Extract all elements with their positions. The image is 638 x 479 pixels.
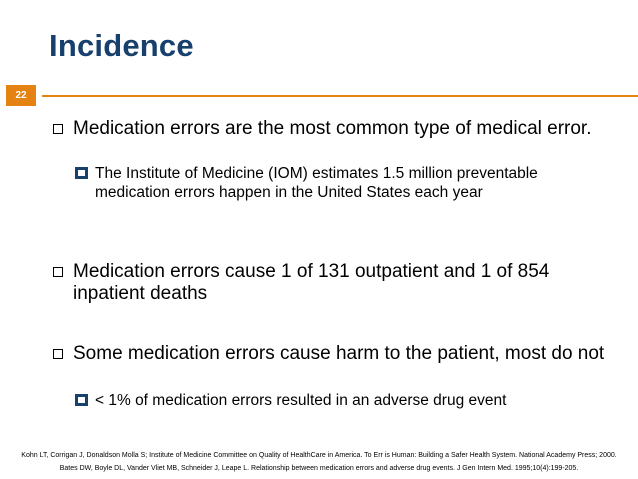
- sub-bullet-item: [95, 391, 610, 410]
- title-divider: [42, 95, 638, 97]
- bullet-text: Medication errors are the most common type of medical error.: [73, 118, 592, 139]
- sub-bullet-text: < 1% of medication errors resulted in an adverse drug event: [95, 392, 507, 409]
- reference-line: Bates DW, Boyle DL, Vander Vliet MB, Schneider J, Leape L. Relationship between medication errors and adverse drug events. J Gen Intern Med. 1995;10(4):199-205.: [59, 465, 579, 472]
- sub-bullet-item: [95, 164, 610, 202]
- square-bullet-icon: [75, 167, 88, 179]
- references: [0, 449, 638, 475]
- bullet-item: [73, 118, 618, 140]
- bullet-item: [73, 261, 618, 305]
- page-number-badge: 22: [6, 85, 36, 106]
- checkbox-bullet-icon: [53, 267, 63, 277]
- sub-bullet-text: The Institute of Medicine (IOM) estimates 1.5 million preventable medication errors happen in the United States each year: [95, 165, 538, 201]
- reference-line: Kohn LT, Corrigan J, Donaldson Molla S; Institute of Medicine Committee on Quality of HealthCare in America. To Err is Human: Building a Safer Health System. National Academy Press; 2000.: [21, 452, 617, 459]
- slide-title: Incidence: [49, 28, 194, 63]
- bullet-text: Medication errors cause 1 of 131 outpatient and 1 of 854 inpatient deaths: [73, 261, 550, 304]
- bullet-item: [73, 343, 618, 365]
- square-bullet-icon: [75, 394, 88, 406]
- bullet-text: Some medication errors cause harm to the patient, most do not: [73, 343, 605, 364]
- checkbox-bullet-icon: [53, 349, 63, 359]
- checkbox-bullet-icon: [53, 124, 63, 134]
